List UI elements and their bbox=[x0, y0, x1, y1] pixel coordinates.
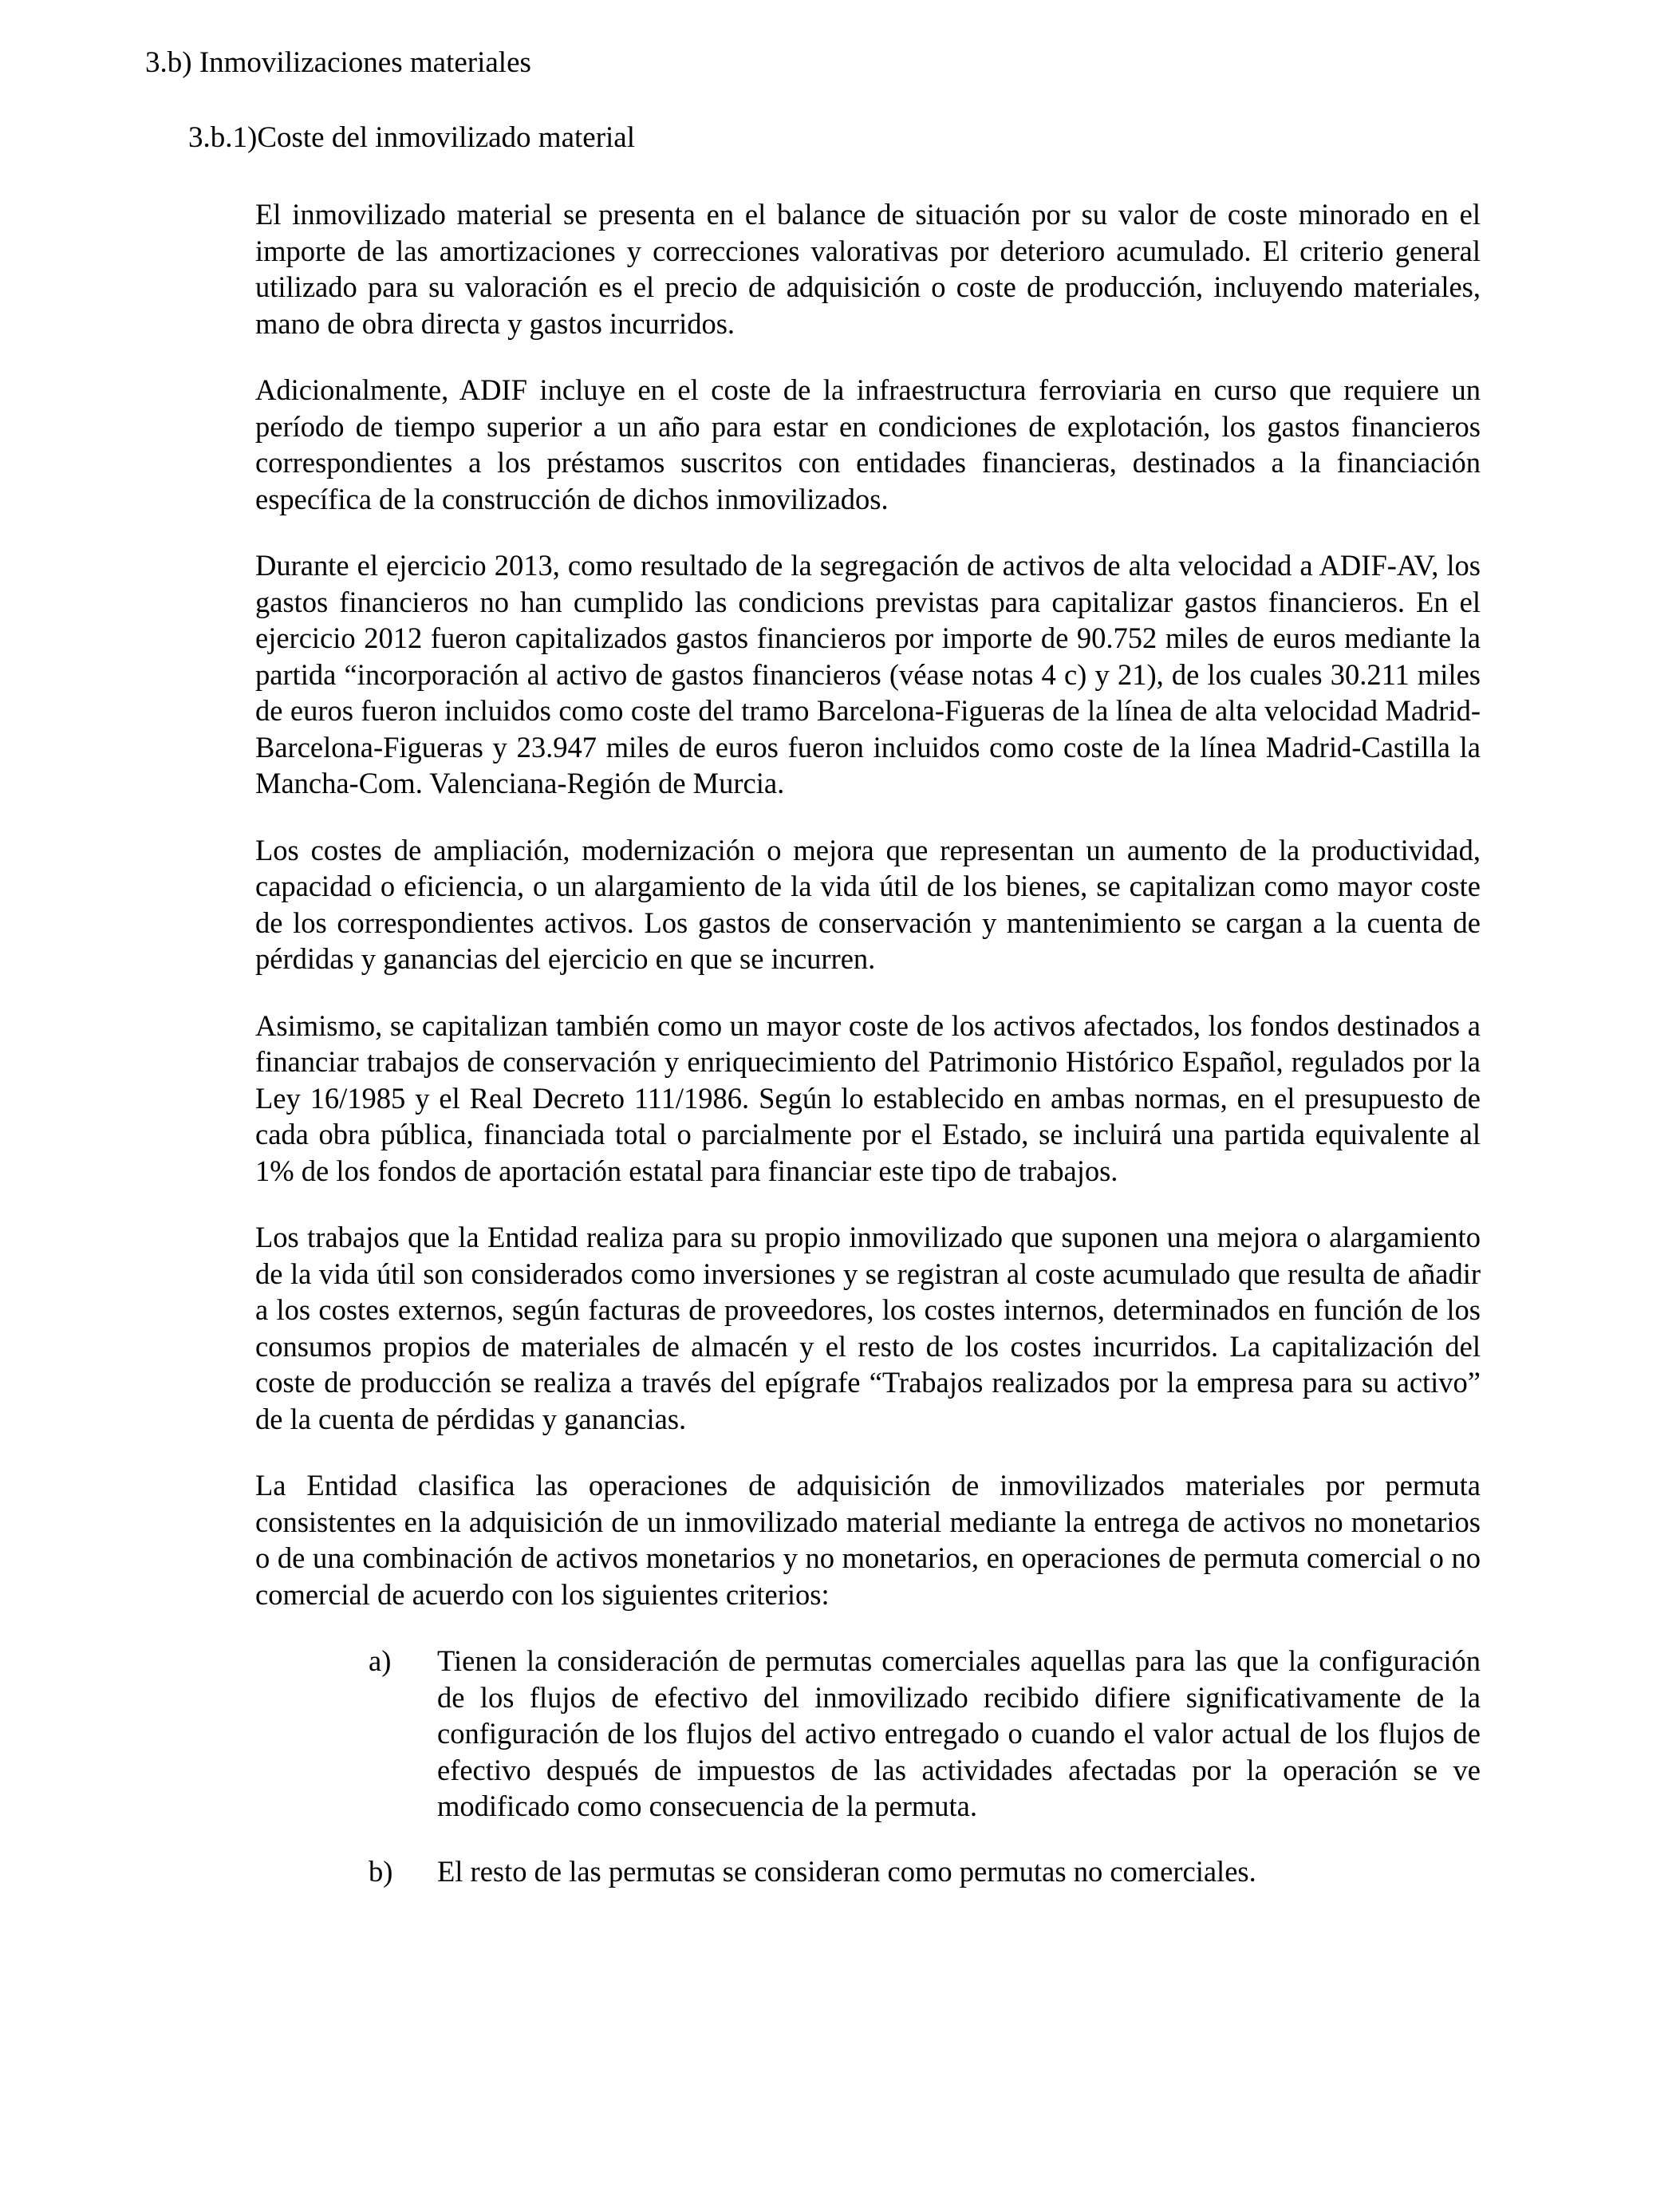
paragraph-exchange-operations: La Entidad clasifica las operaciones de adquisición de inmovilizados materiales por permuta consistentes en la adquisición de un inmovilizado material mediante la entrega de activos no monetarios o de una combinación de activos monetarios y no monetarios, en operaciones de permuta comercial o no comercial de acuerdo con los siguientes criterios: bbox=[255, 1469, 1481, 1611]
list-item-text: El resto de las permutas se consideran como permutas no comerciales. bbox=[437, 1854, 1256, 1888]
list-marker: b) bbox=[369, 1854, 393, 1888]
list-item bbox=[255, 1643, 1481, 1825]
list-item-text: Tienen la consideración de permutas comerciales aquellas para las que la configuración de los flujos de efectivo del inmovilizado recibido difiere significativamente de la configuración de los flujos del activo entregado o cuando el valor actual de los flujos de efectivo después de impuestos de las actividades afectadas por la operación se ve modificado como consecuencia de la permuta. bbox=[437, 1644, 1481, 1822]
list-marker: a) bbox=[369, 1644, 392, 1677]
subsection-heading: 3.b.1)Coste del inmovilizado material bbox=[188, 121, 636, 154]
document-body bbox=[255, 196, 1481, 1918]
list-item bbox=[255, 1853, 1481, 1890]
criteria-list bbox=[255, 1643, 1481, 1889]
paragraph-valuation: El inmovilizado material se presenta en el balance de situación por su valor de coste minorado en el importe de las amortizaciones y correcciones valorativas por deterioro acumulado. El criterio general utilizado para su valoración es el precio de adquisición o coste de producción, incluyendo materiales, mano de obra directa y gastos incurridos. bbox=[255, 198, 1481, 340]
paragraph-improvement-costs: Los costes de ampliación, modernización o mejora que representan un aumento de la productividad, capacidad o eficiencia, o un alargamiento de la vida útil de los bienes, se capitalizan como mayor coste de los correspondientes activos. Los gastos de conservación y mantenimiento se cargan a la cuenta de pérdidas y ganancias del ejercicio en que se incurren. bbox=[255, 833, 1481, 975]
paragraph-heritage-funds: Asimismo, se capitalizan también como un mayor coste de los activos afectados, los fondos destinados a financiar trabajos de conservación y enriquecimiento del Patrimonio Histórico Español, regulados por la Ley 16/1985 y el Real Decreto 111/1986. Según lo establecido en ambas normas, en el presupuesto de cada obra pública, financiada total o parcialmente por el Estado, se incluirá una partida equivalente al 1% de los fondos de aportación estatal para financiar este tipo de trabajos. bbox=[255, 1008, 1481, 1187]
section-heading: 3.b) Inmovilizaciones materiales bbox=[145, 46, 531, 79]
paragraph-2013-segregation: Durante el ejercicio 2013, como resultado de la segregación de activos de alta velocidad a ADIF-AV, los gastos financieros no han cumplido las condicions previstas para capitalizar gastos financieros. En el ejercicio 2012 fueron capitalizados gastos financieros por importe de 90.752 miles de euros mediante la partida “incorporación al activo de gastos financieros (véase notas 4 c) y 21), de los cuales 30.211 miles de euros fueron incluidos como coste del tramo Barcelona-Figueras de la línea de alta velocidad Madrid-Barcelona-Figueras y 23.947 miles de euros fueron incluidos como coste de la línea Madrid-Castilla la Mancha-Com. Valenciana-Región de Murcia. bbox=[255, 549, 1481, 799]
paragraph-financial-costs: Adicionalmente, ADIF incluye en el coste de la infraestructura ferroviaria en curso que requiere un período de tiempo superior a un año para estar en condiciones de explotación, los gastos financieros correspondientes a los préstamos suscritos con entidades financieras, destinados a la financiación específica de la construcción de dichos inmovilizados. bbox=[255, 373, 1481, 515]
paragraph-own-works: Los trabajos que la Entidad realiza para su propio inmovilizado que suponen una mejora o alargamiento de la vida útil son considerados como inversiones y se registran al coste acumulado que resulta de añadir a los costes externos, según facturas de proveedores, los costes internos, determinados en función de los consumos propios de materiales de almacén y el resto de los costes incurridos. La capitalización del coste de producción se realiza a través del epígrafe “Trabajos realizados por la empresa para su activo” de la cuenta de pérdidas y ganancias. bbox=[255, 1221, 1481, 1435]
